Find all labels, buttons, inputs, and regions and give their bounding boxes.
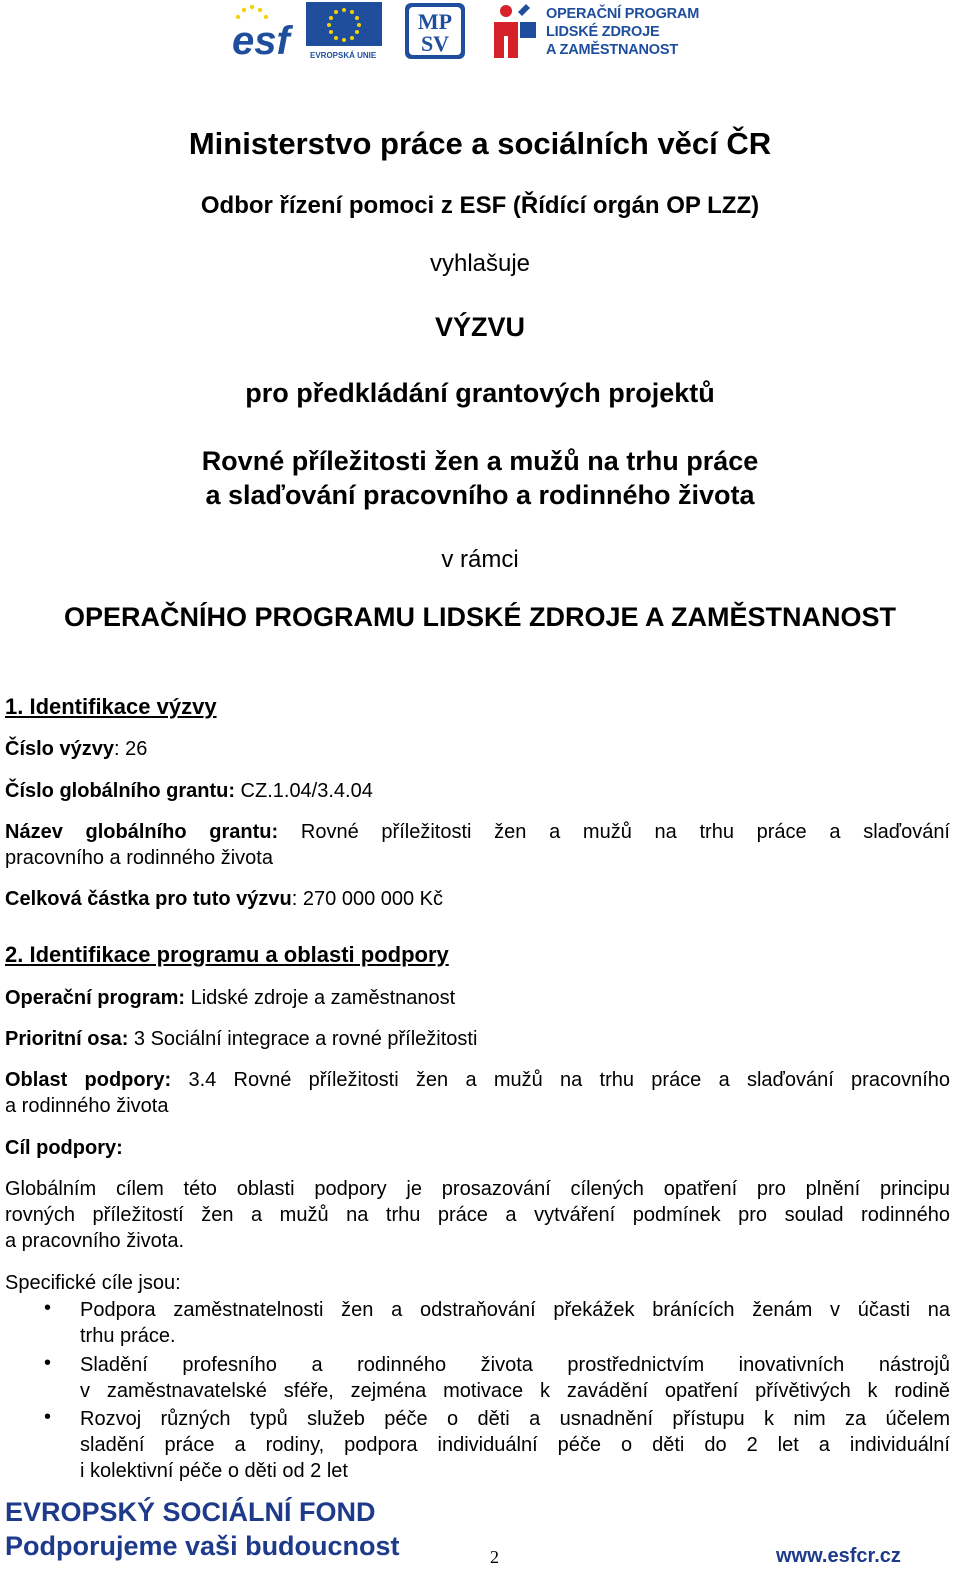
header-logos [0,0,960,70]
call-number-row [5,736,950,762]
section-1-heading: 1. Identifikace výzvy [5,694,217,719]
grant-number-row [5,778,950,804]
bullet-2-line-2: v zaměstnavatelské sféře, zejména motivace k zavádění opatření přívětivých k rodině [80,1380,950,1402]
footer-fund-name: EVROPSKÝ SOCIÁLNÍ FOND [5,1497,376,1527]
programme-title: OPERAČNÍHO PROGRAMU LIDSKÉ ZDROJE A ZAMĚSTNANOST [63,602,897,632]
op-logo-line3: A ZAMĚSTNANOST [546,42,678,58]
op-lzz-logo [486,2,542,60]
bullet-symbol: • [44,1352,52,1374]
op-label: Operační program: [5,987,186,1009]
page-title: Ministerstvo práce a sociálních věcí ČR [188,126,772,161]
footer-slogan: Podporujeme vaši budoucnost [5,1531,400,1561]
axis-value: 3 Sociální integrace a rovné příležitosti [128,1028,478,1050]
svg-text:MP: MP [417,9,453,34]
op-value: Lidské zdroje a zaměstnanost [185,987,456,1009]
within-text: v rámci [441,546,519,573]
goal-label: Cíl podpory: [5,1137,123,1159]
area-row [5,1067,950,1093]
purpose-title: pro předkládání grantových projektů [245,378,715,408]
bullet-2-line-1: Sladění profesního a rodinného života prostřednictvím inovativních nástrojů [80,1354,950,1376]
op-logo-line2: LIDSKÉ ZDROJE [546,24,660,40]
bullet-3-line-2: sladění práce a rodiny, podpora individuální péče o děti do 2 let a individuální [80,1434,950,1456]
call-number-value: : 26 [113,738,148,760]
topic-line-2: a slaďování pracovního a rodinného života [205,480,755,510]
grant-name-row [5,819,950,845]
grant-number-value: CZ.1.04/3.4.04 [234,780,373,802]
total-amount-label: Celková částka pro tuto výzvu [5,888,292,910]
eu-flag-logo [306,2,382,60]
department-title: Odbor řízení pomoci z ESF (Řídící orgán OP LZZ) [200,192,760,219]
topic-line-1: Rovné příležitosti žen a mužů na trhu práce [201,446,759,476]
specific-goals-intro: Specifické cíle jsou: [5,1272,181,1294]
total-amount-value: : 270 000 000 Kč [291,888,444,910]
mpsv-logo [404,2,466,60]
op-logo-line1: OPERAČNÍ PROGRAM [546,6,700,22]
page-number: 2 [490,1547,499,1567]
grant-number-label: Číslo globálního grantu: [5,780,235,802]
bullet-3-line-1: Rozvoj různých typů služeb péče o děti a usnadnění přístupu k nim za účelem [80,1408,950,1430]
call-number-label: Číslo výzvy [5,738,114,760]
op-row [5,985,950,1011]
goal-text-line-1: Globálním cílem této oblasti podpory je prosazování cílených opatření pro plnění principu [5,1178,950,1200]
svg-text:SV: SV [420,31,450,56]
axis-row [5,1026,950,1052]
axis-label: Prioritní osa: [5,1028,129,1050]
area-value: 3.4 Rovné příležitosti žen a mužů na trhu práce a slaďování pracovního [171,1069,950,1091]
call-title: VÝZVU [434,312,526,342]
announces-text: vyhlašuje [429,250,531,277]
grant-name-value: Rovné příležitosti žen a mužů na trhu práce a slaďování [278,821,950,843]
total-amount-row [5,886,950,912]
goal-text-line-3: a pracovního života. [5,1230,184,1252]
area-row-2: a rodinného života [5,1095,169,1117]
footer-website-link[interactable]: www.esfcr.cz [776,1545,901,1567]
bullet-1-line-2: trhu práce. [80,1325,176,1347]
bullet-symbol: • [44,1406,52,1428]
area-label: Oblast podpory: [5,1069,172,1091]
bullet-3-line-3: i kolektivní péče o děti od 2 let [80,1460,348,1482]
grant-name-label: Název globálního grantu: [5,821,279,843]
svg-text:EVROPSKÁ UNIE: EVROPSKÁ UNIE [310,51,377,60]
esf-logo [230,2,302,60]
grant-name-row-2: pracovního a rodinného života [5,847,273,869]
bullet-symbol: • [44,1297,52,1319]
section-2-heading: 2. Identifikace programu a oblasti podpory [5,942,449,967]
bullet-1-line-1: Podpora zaměstnatelnosti žen a odstraňování překážek bránících ženám v účasti na [80,1299,950,1321]
svg-text:esf: esf [232,19,290,60]
goal-text-line-2: rovných příležitostí žen a mužů na trhu práce a vytváření podmínek pro soulad rodinného [5,1204,950,1226]
